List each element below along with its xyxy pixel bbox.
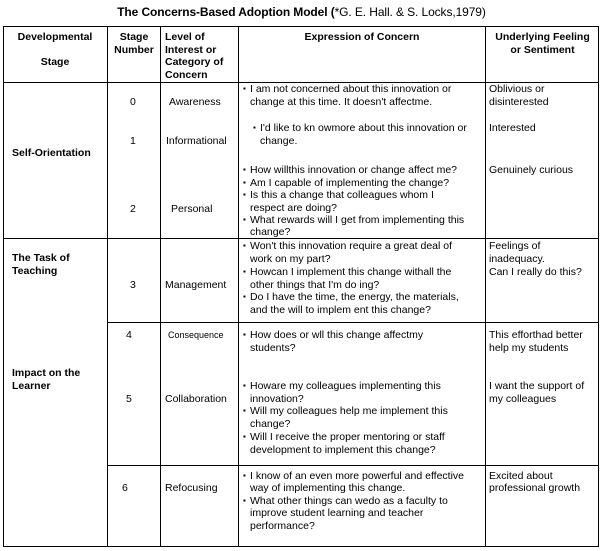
row-divider xyxy=(3,238,599,239)
expression-bullet: ▪ I am not concerned about this innovation or xyxy=(250,83,451,95)
group-impact-on-learner xyxy=(12,367,80,392)
expression-line: performance? xyxy=(250,520,315,532)
group-impact-line1: Impact on the xyxy=(12,367,81,379)
stage-number: 4 xyxy=(126,329,132,341)
stage-level: Personal xyxy=(171,203,213,215)
expression-bullet: ▪ What rewards will I get from implementing this xyxy=(250,214,464,226)
expression-bullet: ▪ I'd like to kn owmore about this innovation or xyxy=(260,122,467,134)
header-developmental xyxy=(3,31,107,68)
expression-bullet: ▪ Am I capable of implementing the change? xyxy=(250,177,449,189)
feeling-line: Feelings of xyxy=(489,240,541,252)
expression-bullet: ▪ How does or wll this change affectmy xyxy=(250,329,423,341)
stage-level: Awareness xyxy=(169,96,221,108)
header-expression: Expression of Concern xyxy=(304,31,420,43)
group-task-line1: The Task of xyxy=(12,252,70,264)
header-stage-number xyxy=(108,31,160,56)
col-divider xyxy=(238,26,239,547)
header-developmental-line2: Stage xyxy=(40,55,70,68)
stage-number: 3 xyxy=(130,279,136,291)
stage-number: 5 xyxy=(126,393,132,405)
title-main: The Concerns-Based Adoption Model ( xyxy=(117,5,335,19)
stage-level: Collaboration xyxy=(165,393,227,405)
expression-line: change at this time. It doesn't affectme. xyxy=(250,96,433,108)
feeling-line: disinterested xyxy=(489,96,549,108)
stage-number: 2 xyxy=(130,203,136,215)
header-feeling-line2: or Sentiment xyxy=(510,43,575,56)
feeling-line: This efforthad better xyxy=(489,329,583,341)
expression-line: and the will to implem ent this change? xyxy=(250,304,431,316)
feeling-line: Oblivious or xyxy=(489,83,545,95)
stage-number: 6 xyxy=(122,482,128,494)
expression-line: change. xyxy=(260,135,298,147)
expression-bullet: ▪ Will my colleagues help me implement this xyxy=(250,405,448,417)
group-task-of-teaching xyxy=(12,252,70,277)
feeling-line: help my students xyxy=(489,342,569,354)
group-impact-line2: Learner xyxy=(12,379,51,392)
feeling-line: Excited about xyxy=(489,470,553,482)
header-level-line3: Category of xyxy=(165,56,224,68)
feeling-line: Interested xyxy=(489,122,536,134)
stage-number: 1 xyxy=(130,135,136,147)
expression-bullet: ▪ Howare my colleagues implementing this xyxy=(250,380,441,392)
expression-line: development to implement this change? xyxy=(250,444,436,456)
expression-line: respect are doing? xyxy=(250,202,337,214)
expression-bullet: ▪ Is this a change that colleagues whom I xyxy=(250,189,434,201)
expression-bullet: ▪ What other things can wedo as a faculty to xyxy=(250,495,448,507)
feeling-line: Can I really do this? xyxy=(489,266,582,278)
feeling-line: inadequacy. xyxy=(489,253,545,265)
header-level xyxy=(165,31,237,81)
header-stage-number-line1: Stage xyxy=(119,31,149,43)
expression-bullet: ▪ Will I receive the proper mentoring or staff xyxy=(250,431,445,443)
expression-line: work on my part? xyxy=(250,253,331,265)
col-divider xyxy=(160,26,161,547)
expression-bullet: ▪ I know of an even more powerful and effective xyxy=(250,470,464,482)
expression-line: students? xyxy=(250,342,296,354)
feeling-line: I want the support of xyxy=(489,380,585,392)
expression-bullet: ▪ Do I have the time, the energy, the materials, xyxy=(250,291,459,303)
expression-line: change? xyxy=(250,226,291,238)
header-level-line2: Interest or xyxy=(165,43,217,56)
header-level-line4: Concern xyxy=(165,68,208,81)
header-feeling-line1: Underlying Feeling xyxy=(495,31,590,43)
col-divider xyxy=(107,26,108,547)
title-citation: *G. E. Hall. & S. Locks,1979) xyxy=(334,5,486,19)
feeling-line: my colleagues xyxy=(489,393,557,405)
stage-level: Consequence xyxy=(168,330,224,340)
row-divider xyxy=(107,465,599,466)
expression-bullet: ▪ Howcan I implement this change withall the xyxy=(250,266,451,278)
expression-line: innovation? xyxy=(250,393,304,405)
stage-number: 0 xyxy=(130,96,136,108)
stage-level: Refocusing xyxy=(165,482,218,494)
header-feeling xyxy=(486,31,599,56)
expression-bullet: ▪ Won't this innovation require a great deal of xyxy=(250,240,452,252)
expression-line: other things that I'm do ing? xyxy=(250,279,380,291)
expression-line: way of implementing this change. xyxy=(250,482,406,494)
group-self-orientation: Self-Orientation xyxy=(12,147,91,159)
feeling-line: professional growth xyxy=(489,482,581,494)
row-divider xyxy=(107,322,599,323)
stage-level: Informational xyxy=(166,135,227,147)
group-task-line2: Teaching xyxy=(12,264,58,277)
header-developmental-line1: Developmental xyxy=(17,31,93,43)
page-title xyxy=(0,5,603,19)
stage-level: Management xyxy=(165,279,227,291)
header-stage-number-line2: Number xyxy=(114,43,154,56)
expression-line: improve student learning and teacher xyxy=(250,507,424,519)
feeling-line: Genuinely curious xyxy=(489,164,574,176)
expression-bullet: ▪ How willthis innovation or change affect me? xyxy=(250,164,457,176)
header-level-line1: Level of xyxy=(165,31,205,43)
col-divider xyxy=(485,26,486,547)
expression-line: change? xyxy=(250,418,291,430)
